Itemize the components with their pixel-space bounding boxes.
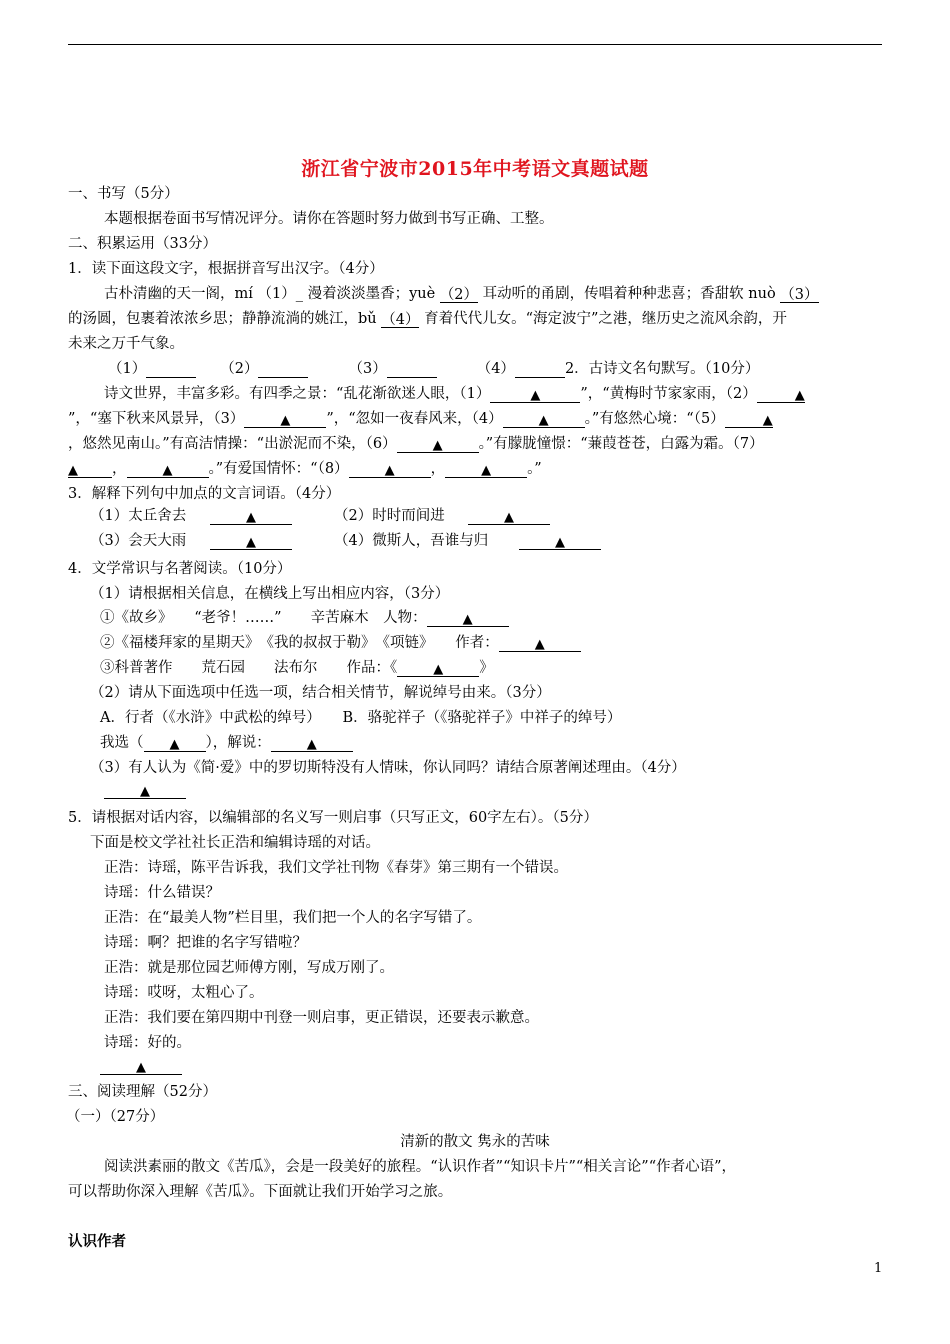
poem-blank-3[interactable]: ▲: [244, 411, 326, 428]
section1-heading: 一、书写（5分）: [68, 186, 179, 202]
passage-intro-line1: 阅读洪素丽的散文《苦瓜》，会是一段美好的旅程。“认识作者”“知识卡片”“相关言论”“作者心语”，: [104, 1159, 737, 1175]
q4-row3: ③科普著作 荒石园 法布尔 作品：《 ▲ 》: [100, 660, 494, 677]
q4-stem: 4．文学常识与名著阅读。（10分）: [68, 561, 292, 577]
classical-blank-1[interactable]: ▲: [210, 508, 292, 525]
answer-blank-4[interactable]: [515, 361, 565, 378]
literature-blank-1[interactable]: ▲: [427, 610, 509, 627]
q4-part1: （1）请根据相关信息，在横线上写出相应内容，（3分）: [90, 586, 450, 602]
poem-blank-4[interactable]: ▲: [503, 411, 585, 428]
header-rule: [68, 44, 882, 45]
dialog-line: 正浩：在“最美人物”栏目里，我们把一个人的名字写错了。: [104, 910, 482, 926]
literature-blank-3[interactable]: ▲: [397, 660, 479, 677]
dialog-line: 正浩：我们要在第四期中刊登一则启事，更正错误，还要表示歉意。: [104, 1010, 539, 1026]
passage-intro-line2: 可以帮助你深入理解《苦瓜》。下面就让我们开始学习之旅。: [68, 1184, 453, 1200]
q2-stem: 2．古诗文名句默写。（10分）: [564, 361, 760, 377]
q5-intro: 下面是校文学社社长正浩和编辑诗瑶的对话。: [90, 835, 380, 851]
pinyin-blank-2[interactable]: （2）: [439, 287, 479, 303]
page-number: 1: [874, 1261, 883, 1276]
q2-line4: ▲ ， ▲ 。”有爱国情怀：“（8） ▲ ， ▲ 。”: [68, 461, 542, 478]
poem-blank-6[interactable]: ▲: [397, 436, 479, 453]
q4-part3: （3）有人认为《简·爱》中的罗切斯特没有人情味，你认同吗？请结合原著阐述理由。（4分）: [90, 760, 686, 776]
choice-blank[interactable]: ▲: [144, 735, 206, 752]
poem-blank-8a[interactable]: ▲: [349, 461, 431, 478]
section3-heading: 三、阅读理解（52分）: [68, 1084, 217, 1100]
classical-blank-2[interactable]: ▲: [468, 508, 550, 525]
q4-row1: ①《故乡》 “老爷！……” 辛苦麻木 人物： ▲: [100, 609, 509, 627]
dialog-line: 诗瑶：好的。: [104, 1035, 191, 1051]
q4-options: A．行者（《水浒》中武松的绰号） B．骆驼祥子（《骆驼祥子》中祥子的绰号）: [100, 710, 622, 726]
q1-stem: 1．读下面这段文字，根据拼音写出汉字。（4分）: [68, 261, 384, 277]
passage-subtitle: 清新的散文 隽永的苦味: [400, 1134, 550, 1150]
classical-blank-3[interactable]: ▲: [210, 533, 292, 550]
q4-part3-answer: [104, 781, 186, 799]
poem-blank-2[interactable]: ▲: [757, 386, 805, 403]
poem-blank-1[interactable]: ▲: [490, 386, 580, 403]
q2-line3: ，悠然见南山。”有高洁情操：“出淤泥而不染，（6） ▲ 。”有朦胧憧憬：“蒹葭苍苍，白露为霜。（7）: [68, 436, 764, 453]
q1-answer-line: （1） （2） （3） （4） 2．古诗文名句默写。（10分）: [108, 361, 760, 377]
q1-passage-line2: 的汤圆，包裹着浓浓乡思；静静流淌的姚江，bǔ （4） 育着代代儿女。“海定波宁”之港，继历史之流风余韵，开: [68, 311, 787, 328]
page-title: 浙江省宁波市2015年中考语文真题试题: [301, 158, 649, 180]
section-author-heading: 认识作者: [68, 1234, 126, 1250]
answer-blank-1[interactable]: [146, 361, 196, 378]
answer-blank-2[interactable]: [258, 361, 308, 378]
q1-passage-line1: 古朴清幽的天一阁，mí （1）_ 漫着淡淡墨香；yuè （2） 耳动听的甬剧，传唱着种种悲喜；香甜软 nuò （3）: [104, 286, 819, 303]
poem-blank-7a[interactable]: ▲: [68, 461, 112, 478]
poem-blank-8b[interactable]: ▲: [445, 461, 527, 478]
literature-blank-2[interactable]: ▲: [499, 635, 581, 652]
dialog-line: 诗瑶：啊？把谁的名字写错啦？: [104, 935, 307, 951]
dialog-line: 正浩：就是那位园艺师傅方刚，写成万刚了。: [104, 960, 394, 976]
q3-row2: （3）会天大雨 ▲ （4）微斯人，吾谁与归 ▲: [90, 532, 601, 550]
reading-part-one: （一）（27分）: [66, 1109, 165, 1125]
pinyin-blank-3[interactable]: （3）: [780, 287, 819, 303]
answer-blank-3[interactable]: [387, 361, 437, 378]
explain-blank[interactable]: ▲: [271, 735, 353, 752]
dialog-line: 诗瑶：哎呀，太粗心了。: [104, 985, 264, 1001]
poem-blank-7b[interactable]: ▲: [127, 461, 209, 478]
q4-row2: ②《福楼拜家的星期天》 《我的叔叔于勒》 《项链》 作者： ▲: [100, 634, 581, 652]
dialog-line: 正浩：诗瑶，陈平告诉我，我们文学社刊物《春芽》第三期有一个错误。: [104, 860, 568, 876]
q1-passage-line3: 未来之万千气象。: [68, 336, 184, 352]
q5-answer: [100, 1057, 182, 1075]
section2-heading: 二、积累运用（33分）: [68, 236, 217, 252]
q3-stem: 3．解释下列句中加点的文言词语。（4分）: [68, 486, 341, 502]
pinyin-blank-4[interactable]: （4）: [381, 312, 420, 328]
poem-blank-5[interactable]: ▲: [725, 411, 773, 428]
q2-line2: ”，“塞下秋来风景异，（3） ▲ ”，“忽如一夜春风来，（4） ▲ 。”有悠然心境：“（5） ▲: [68, 411, 773, 428]
dialog-line: 诗瑶：什么错误？: [104, 885, 220, 901]
q4-part2: （2）请从下面选项中任选一项，结合相关情节，解说绰号由来。（3分）: [90, 685, 551, 701]
q4-choose-line: 我选（ ▲ ），解说： ▲: [100, 734, 353, 752]
notice-blank[interactable]: ▲: [100, 1058, 182, 1075]
classical-blank-4[interactable]: ▲: [519, 533, 601, 550]
opinion-blank[interactable]: ▲: [104, 782, 186, 799]
q5-stem: 5．请根据对话内容，以编辑部的名义写一则启事（只写正文，60字左右）。（5分）: [68, 810, 598, 826]
section1-text: 本题根据卷面书写情况评分。请你在答题时努力做到书写正确、工整。: [104, 211, 554, 227]
q3-row1: （1）太丘舍去 ▲ （2）时时而间进 ▲: [90, 507, 550, 525]
q2-line1: 诗文世界，丰富多彩。有四季之景：“乱花渐欲迷人眼，（1） ▲ ”，“黄梅时节家家雨，（2） ▲: [104, 386, 805, 403]
